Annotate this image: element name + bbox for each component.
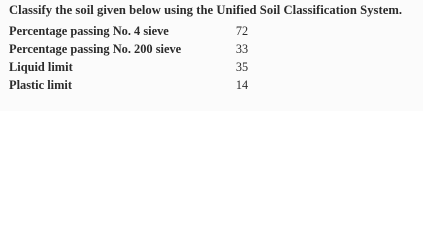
property-label: Percentage passing No. 200 sieve <box>9 42 182 56</box>
property-value: 35 <box>235 60 249 74</box>
soil-properties-list <box>9 22 309 94</box>
property-row <box>9 40 309 58</box>
property-row <box>9 58 309 76</box>
problem-statement: Classify the soil given below using the Unified Soil Classification System. <box>9 3 403 17</box>
property-row <box>9 76 309 94</box>
property-label: Liquid limit <box>9 60 73 74</box>
property-label: Percentage passing No. 4 sieve <box>9 24 169 38</box>
property-value: 33 <box>235 42 249 56</box>
property-value: 14 <box>235 78 249 92</box>
property-row <box>9 22 309 40</box>
property-value: 72 <box>235 24 249 38</box>
property-label: Plastic limit <box>9 78 72 92</box>
problem-card <box>0 0 423 111</box>
